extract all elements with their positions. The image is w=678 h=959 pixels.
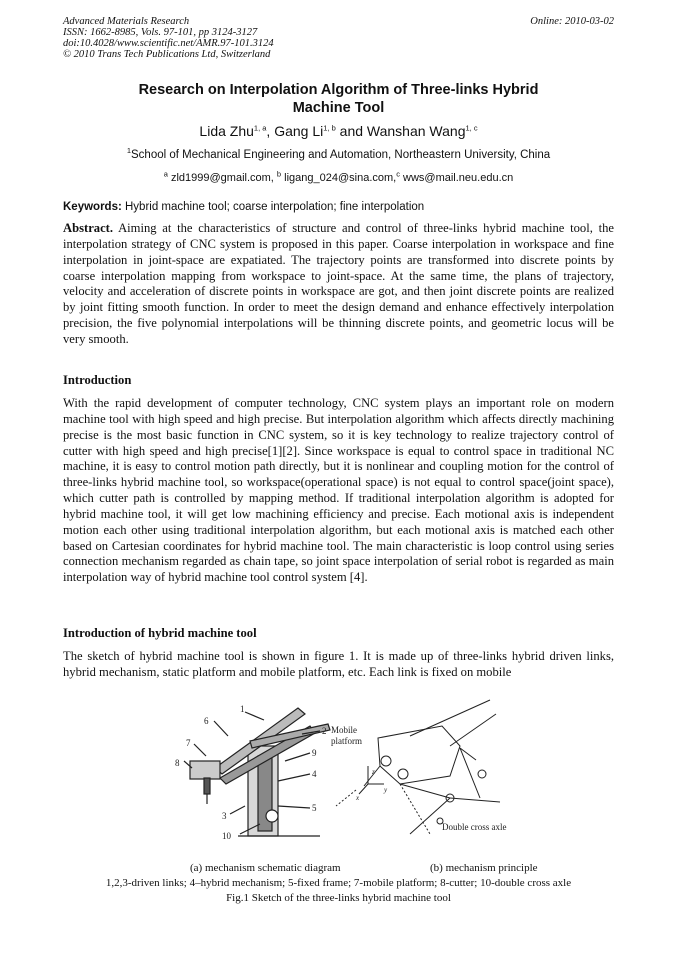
abstract	[63, 221, 614, 348]
axis-letter: z	[372, 768, 375, 776]
author-name: Lida Zhu	[199, 123, 254, 139]
affiliation-text: School of Mechanical Engineering and Automation, Northeastern University, China	[131, 149, 551, 161]
part-label: 6	[204, 716, 209, 726]
author-sup: 1, b	[323, 123, 336, 133]
affiliation	[63, 146, 614, 161]
double-cross-axle-label: Double cross axle	[442, 822, 507, 832]
mechanism-principle-diagram	[336, 700, 500, 834]
keywords-text: Hybrid machine tool; coarse interpolation; fine interpolation	[125, 201, 425, 213]
section-heading-hybrid-machine-tool: Introduction of hybrid machine tool	[63, 626, 257, 640]
email-link[interactable]: zld1999@gmail.com,	[170, 172, 277, 184]
x-axis	[359, 784, 368, 794]
section-heading-introduction: Introduction	[63, 373, 132, 387]
paper-title	[63, 81, 614, 117]
keywords	[63, 201, 614, 213]
author-sup: 1, a	[253, 123, 267, 133]
hybrid-mechanism-outline	[378, 726, 460, 784]
subfigure-a-caption: (a) mechanism schematic diagram	[190, 862, 341, 874]
part-label: 1	[240, 704, 245, 714]
part-label: 7	[186, 738, 191, 748]
author-separator: ,	[266, 123, 275, 139]
mobile-platform-label	[331, 725, 362, 746]
email-sup: b	[276, 169, 282, 179]
title-line-2: Machine Tool	[292, 100, 385, 116]
email-sup: a	[163, 169, 168, 179]
part-label: 9	[312, 748, 317, 758]
abstract-text: Aiming at the characteristics of structure and control of three-links hybrid machine tool, the interpolation strategy of CNC system is proposed in this paper. Coarse interpolation in workspace and fine interpolation in joint-space are expatiated. The trajectory points are transformed into discrete points by coarse interpolation mapping from workspace to joint-space. At the same time, the plans of trajectory, velocity and acceleration of discrete points in workspace are got, and then joint discrete points are realized by joint fitting smooth function. In order to meet the design demand and enhance effectively interpolation precision, the five polynomial interpolations will be thinning discrete points, and geometric locus will be very smooth.	[63, 221, 614, 346]
online-date: Online: 2010-03-02	[530, 16, 614, 27]
mobile-platform-line: Mobile	[331, 725, 357, 735]
keywords-label: Keywords:	[63, 201, 122, 213]
part-label: 8	[175, 758, 180, 768]
mobile-platform-line: platform	[331, 736, 362, 746]
introduction-paragraph: With the rapid development of computer technology, CNC system plays an important role on modern machine tool with high speed and high precise. But interpolation algorithm which affects directly machining precise is the most basic function in CNC system, so it is key technology to realize trajectory control of cutter with high speed and high precise[1][2]. Since workspace is equal to control space in traditional NC machine, it is easy to control motion path directly, but it is nonlinear and coupling motion for the control of three-links hybrid machine tool, so workspace(operational space) is not equal to control space(joint space), which cutter path is controlled by mapping method. If traditional interpolation algorithm is adopted for hybrid machine tool, it will get low machining efficiency and precise. Each motional axis is independent motion each other using traditional interpolation algorithm, but each motional axis is matched each other based on Cartesian coordinates for hybrid machine tool. The main characteristic is loop control using series connection mechanism regarded as chain tape, so joint space interpolation of serial robot is regarded as main interpolation way of hybrid machine tool control system [4].	[63, 396, 614, 585]
axis-letter: y	[384, 786, 388, 794]
part-label: 5	[312, 803, 317, 813]
double-cross-axle-shape	[266, 810, 278, 822]
title-line-1: Research on Interpolation Algorithm of Three-links Hybrid	[138, 82, 539, 98]
issn-line: ISSN: 1662-8985, Vols. 97-101, pp 3124-3127	[63, 27, 258, 38]
mobile-platform-shape	[190, 761, 220, 779]
subfigure-b-caption: (b) mechanism principle	[430, 862, 538, 874]
affiliation-sup: 1	[126, 146, 132, 156]
email-link[interactable]: ligang_024@sina.com,	[284, 172, 397, 184]
cutter-shape	[204, 778, 210, 794]
journal-name: Advanced Materials Research	[63, 16, 190, 27]
axis-letter: x	[356, 794, 360, 802]
mechanism-schematic-diagram	[184, 708, 330, 836]
hybrid-machine-tool-paragraph: The sketch of hybrid machine tool is shown in figure 1. It is made up of three-links hybrid driven links, hybrid mechanism, static platform and mobile platform, etc. Each link is fixed on mobile	[63, 649, 614, 679]
email-link[interactable]: wws@mail.neu.edu.cn	[403, 172, 514, 184]
figure-caption: Fig.1 Sketch of the three-links hybrid machine tool	[226, 892, 451, 904]
abstract-label: Abstract.	[63, 221, 114, 235]
figure-1-drawing	[160, 686, 560, 846]
author-list	[63, 123, 614, 139]
copyright-line: © 2010 Trans Tech Publications Ltd, Switzerland	[63, 49, 271, 60]
author-sup: 1, c	[465, 123, 478, 133]
part-label: 4	[312, 769, 317, 779]
doi-line: doi:10.4028/www.scientific.net/AMR.97-101.3124	[63, 38, 274, 49]
author-separator: and	[335, 123, 367, 139]
author-name: Wanshan Wang	[366, 123, 466, 139]
figure-legend: 1,2,3-driven links; 4–hybrid mechanism; 5-fixed frame; 7-mobile platform; 8-cutter; 10-double cross axle	[105, 877, 572, 889]
part-label: 10	[222, 831, 231, 841]
email-sup: c	[396, 169, 400, 179]
email-list	[63, 169, 614, 184]
author-name: Gang Li	[274, 123, 324, 139]
part-label: 2	[322, 726, 327, 736]
part-label: 3	[222, 811, 227, 821]
